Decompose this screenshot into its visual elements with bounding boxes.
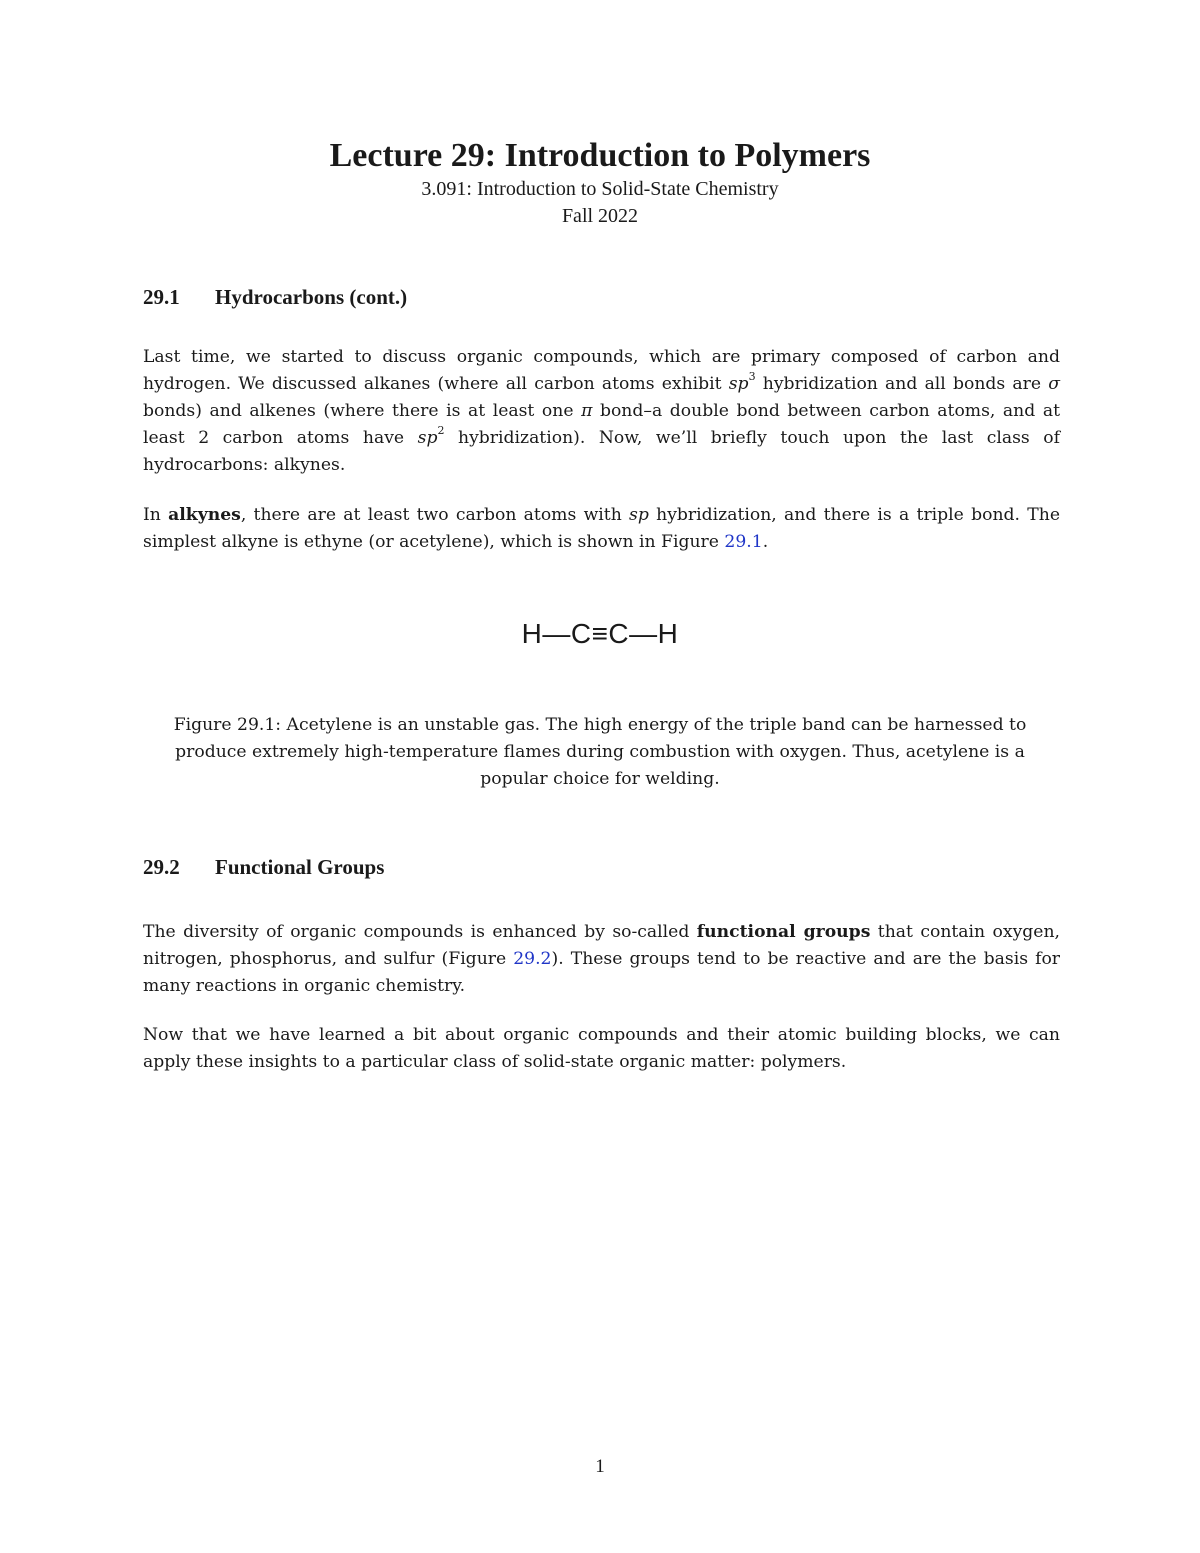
text-run: In [143, 505, 169, 525]
text-run: , there are at least two carbon atoms with [240, 505, 630, 525]
sp-term: sp [728, 374, 749, 394]
section-heading-functional-groups [143, 853, 384, 881]
section-title: Functional Groups [215, 855, 385, 879]
text-run: hybridization). Now, we’ll briefly touch upon the last class of hydrocarbons: alkynes. [143, 428, 1060, 475]
text-run: hybridization and all bonds are [755, 374, 1049, 394]
pi-symbol: π [581, 401, 593, 421]
text-run: that contain oxygen, nitrogen, phosphorus, and sulfur (Figure [143, 922, 1060, 969]
paragraph-functional-groups [143, 919, 1060, 1000]
superscript: 3 [748, 370, 756, 384]
text-run: The diversity of organic compounds is enhanced by so-called [143, 922, 697, 942]
sp-term: sp [417, 428, 438, 448]
bold-term: functional groups [696, 922, 871, 942]
acetylene-structure: H—C≡C—H [521, 618, 679, 649]
page-number: 1 [595, 1456, 605, 1477]
text-run: . [762, 532, 769, 552]
figure-ref-link[interactable]: 29.1 [724, 532, 763, 552]
section-number: 29.2 [143, 855, 180, 879]
text-run: ). These groups tend to be reactive and are the basis for many reactions in organic chemistry. [143, 949, 1061, 996]
text-run: bonds) and alkenes (where there is at least one [143, 401, 582, 421]
text-run: bond–a double bond between carbon atoms, and at least 2 carbon atoms have [143, 401, 1060, 448]
course-subtitle: 3.091: Introduction to Solid-State Chemistry [421, 178, 779, 200]
sigma-symbol: σ [1048, 374, 1060, 394]
superscript: 2 [437, 424, 445, 438]
paragraph-hydrocarbons-intro [143, 344, 1060, 479]
text-run: Last time, we started to discuss organic compounds, which are primary composed of carbon and hydrogen. We discussed alkanes (where all carbon atoms exhibit [143, 347, 1060, 394]
section-number: 29.1 [143, 285, 180, 309]
section-heading-hydrocarbons [143, 283, 407, 311]
figure-caption: Figure 29.1: Acetylene is an unstable gas. The high energy of the triple band can be harnessed to produce extremely high-temperature flames during combustion with oxygen. Thus, acetylene is a popular choice for welding. [173, 715, 1027, 789]
text-run: hybridization, and there is a triple bond. The simplest alkyne is ethyne (or acetylene), which is shown in Figure [143, 505, 1060, 552]
term-label: Fall 2022 [561, 205, 639, 227]
title-block [0, 136, 1200, 230]
page-title: Lecture 29: Introduction to Polymers [329, 137, 871, 174]
bold-term: alkynes [168, 505, 241, 525]
paragraph-alkynes [143, 502, 1060, 556]
paragraph-polymers: Now that we have learned a bit about organic compounds and their atomic building blocks, we can apply these insights to a particular class of solid-state organic matter: polymers. [143, 1025, 1060, 1072]
figure-ref-link[interactable]: 29.2 [513, 949, 552, 969]
section-title: Hydrocarbons (cont.) [215, 285, 408, 309]
sp-term: sp [629, 505, 649, 525]
